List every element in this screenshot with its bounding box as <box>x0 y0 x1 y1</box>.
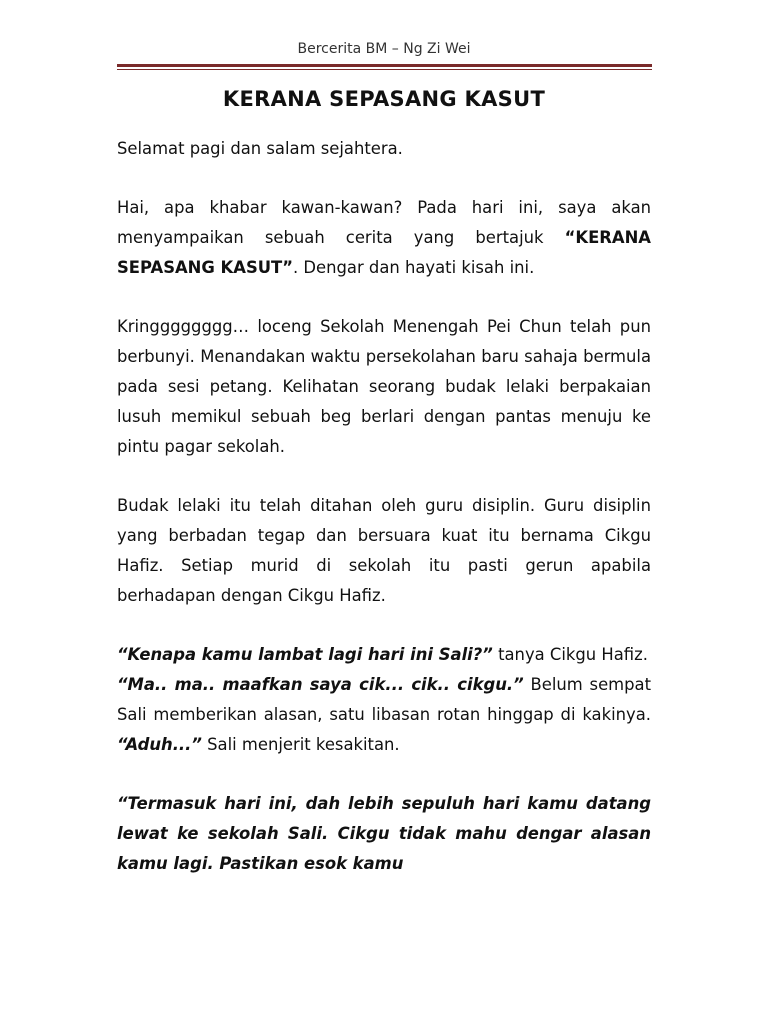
intro-paragraph <box>117 193 651 283</box>
intro-text-end: . Dengar dan hayati kisah ini. <box>293 258 535 277</box>
dialogue-paragraph-warning: “Termasuk hari ini, dah lebih sepuluh hari kamu datang lewat ke sekolah Sali. Cikgu tidak mahu dengar alasan kamu lagi. Pastikan esok kamu <box>117 794 651 873</box>
dialogue-quote: “Ma.. ma.. maafkan saya cik... cik.. cikgu.” <box>117 675 524 694</box>
story-paragraph-bell: Kringggggggg… loceng Sekolah Menengah Pei Chun telah pun berbunyi. Menandakan waktu persekolahan baru sahaja bermula pada sesi petang. Kelihatan seorang budak lelaki berpakaian lusuh memikul sebuah beg berlari dengan pantas menuju ke pintu pagar sekolah. <box>117 317 651 456</box>
dialogue-paragraph-question <box>117 640 651 670</box>
page-header: Bercerita BM – Ng Zi Wei <box>297 41 471 57</box>
intro-text: Hai, apa khabar kawan-kawan? Pada hari ini, saya akan menyampaikan sebuah cerita yang bertajuk <box>117 198 651 247</box>
story-title-reference: “KERANA SEPASANG KASUT” <box>117 228 651 277</box>
dialogue-paragraph-reply <box>117 670 651 760</box>
narration-text: Belum sempat Sali memberikan alasan, satu libasan rotan hinggap di kakinya. <box>117 675 651 724</box>
narration-text: Sali menjerit kesakitan. <box>201 735 400 754</box>
dialogue-quote: “Kenapa kamu lambat lagi hari ini Sali?” <box>117 645 493 664</box>
document-title: KERANA SEPASANG KASUT <box>222 87 546 111</box>
header-rule-thin <box>117 69 652 70</box>
header-rule-thick <box>117 64 652 67</box>
story-body <box>117 134 651 908</box>
dialogue-tag: tanya Cikgu Hafiz. <box>492 645 648 664</box>
dialogue-quote: “Aduh...” <box>117 735 202 754</box>
greeting-paragraph: Selamat pagi dan salam sejahtera. <box>117 139 403 158</box>
story-paragraph-teacher: Budak lelaki itu telah ditahan oleh guru disiplin. Guru disiplin yang berbadan tegap dan bersuara kuat itu bernama Cikgu Hafiz. Setiap murid di sekolah itu pasti gerun apabila berhadapan dengan Cikgu Hafiz. <box>117 496 651 605</box>
